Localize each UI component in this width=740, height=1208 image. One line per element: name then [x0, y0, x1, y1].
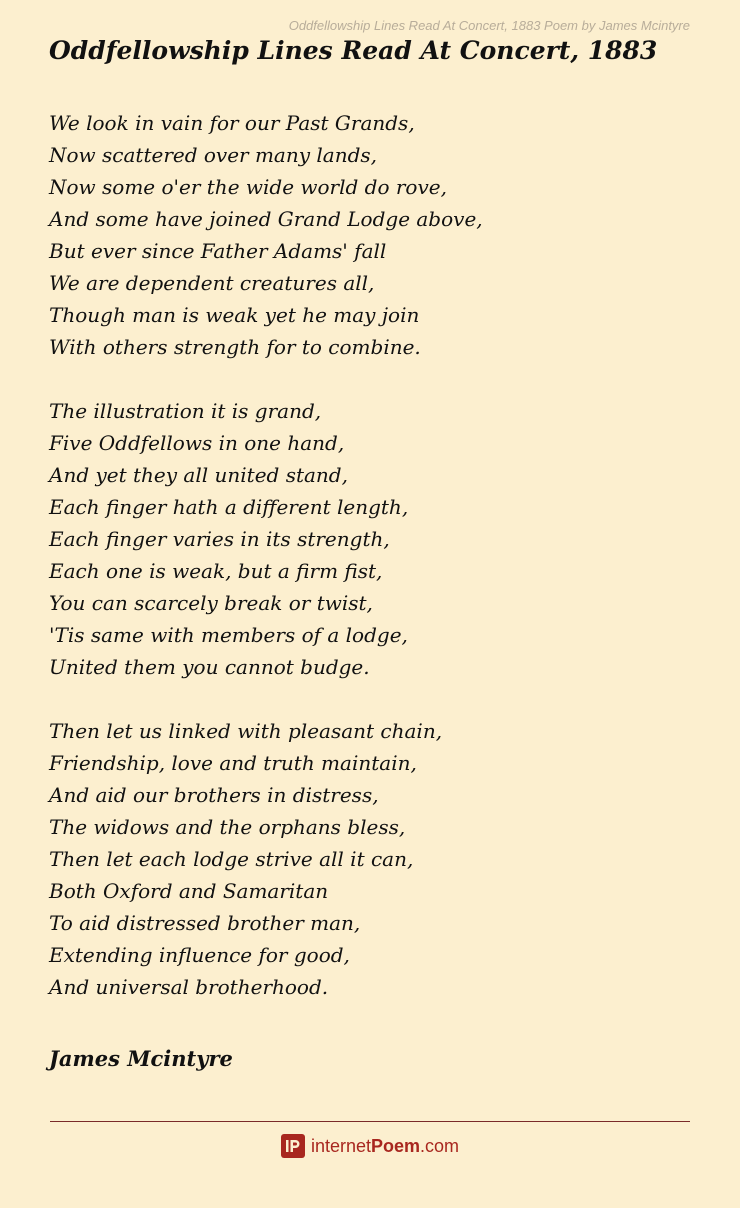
internetpoem-logo-icon [281, 1134, 305, 1158]
poem-line: Each finger varies in its strength, [49, 527, 390, 551]
poem-author: James Mcintyre [49, 1046, 233, 1071]
poem-line: The widows and the orphans bless, [49, 815, 406, 839]
poem-line: 'Tis same with members of a lodge, [49, 623, 408, 647]
poem-line: Friendship, love and truth maintain, [49, 751, 417, 775]
footer-brand[interactable] [0, 1134, 740, 1158]
brand-suffix: .com [420, 1135, 460, 1156]
poem-title: Oddfellowship Lines Read At Concert, 1883 [49, 36, 658, 65]
poem-line: The illustration it is grand, [49, 399, 322, 423]
brand-bold: Poem [371, 1135, 421, 1156]
poem-line: Each finger hath a different length, [49, 495, 409, 519]
page-caption: Oddfellowship Lines Read At Concert, 1883 Poem by James Mcintyre [288, 18, 690, 33]
poem-line: And universal brotherhood. [49, 975, 329, 999]
poem-line: Extending influence for good, [49, 943, 350, 967]
poem-line: Now scattered over many lands, [49, 143, 378, 167]
poem-line: With others strength for to combine. [49, 335, 421, 359]
poem-line: But ever since Father Adams' fall [49, 239, 387, 263]
poem-line: United them you cannot budge. [49, 655, 370, 679]
poem-line: Then let each lodge strive all it can, [49, 847, 414, 871]
poem-line: Five Oddfellows in one hand, [49, 431, 345, 455]
footer-divider [50, 1121, 690, 1122]
stanza [49, 395, 699, 683]
brand-name [311, 1136, 459, 1157]
poem-line: Both Oxford and Samaritan [49, 879, 329, 903]
poem-line: You can scarcely break or twist, [49, 591, 373, 615]
poem-line: To aid distressed brother man, [49, 911, 361, 935]
poem-line: We are dependent creatures all, [49, 271, 375, 295]
poem-line: Each one is weak, but a firm fist, [49, 559, 383, 583]
stanza [49, 715, 699, 1003]
stanza [49, 107, 699, 363]
poem-line: We look in vain for our Past Grands, [49, 111, 415, 135]
poem-line: And aid our brothers in distress, [49, 783, 379, 807]
poem-line: Then let us linked with pleasant chain, [49, 719, 443, 743]
brand-prefix: internet [310, 1135, 371, 1156]
poem-line: And some have joined Grand Lodge above, [49, 207, 483, 231]
poem-line: Though man is weak yet he may join [49, 303, 420, 327]
poem-body [49, 107, 699, 1035]
poem-line: Now some o'er the wide world do rove, [49, 175, 447, 199]
poem-line: And yet they all united stand, [49, 463, 348, 487]
